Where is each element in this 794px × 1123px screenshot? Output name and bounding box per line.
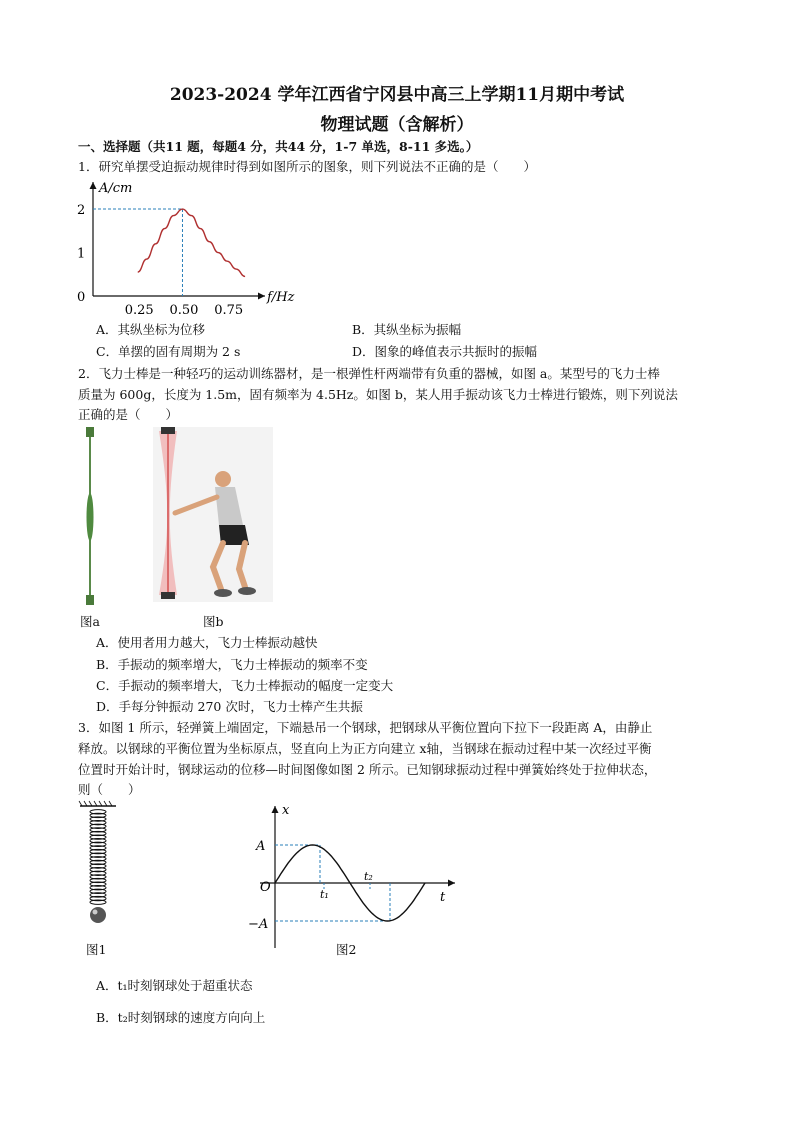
exam-subtitle: 物理试题（含解析） — [320, 115, 474, 135]
q1-origin-label: 0 — [77, 290, 86, 305]
spring-ball-figure-1 — [78, 800, 118, 935]
exam-title: 2023-2024 学年江西省宁冈县中高三上学期11月期中考试 — [169, 85, 625, 105]
q2-option-c: C．手振动的频率增大，飞力士棒振动的幅度一定变大 — [96, 678, 394, 693]
q1-ytick-label: 1 — [77, 246, 86, 262]
q1-xtick-label: 0.75 — [214, 303, 244, 318]
t-axis-label: t — [440, 890, 446, 905]
amplitude-label: A — [256, 839, 266, 854]
q1-option-b: B．其纵坐标为振幅 — [352, 322, 462, 337]
origin-label: O — [260, 880, 271, 895]
q1-option-c: C．单摆的固有周期为 2 s — [96, 344, 241, 359]
fig2-caption: 图2 — [336, 942, 357, 957]
q1-ytick-label: 2 — [77, 203, 86, 219]
q1-option-d: D．图象的峰值表示共振时的振幅 — [352, 344, 538, 359]
q3-stem-line2: 释放。以钢球的平衡位置为坐标原点，竖直向上为正方向建立 x轴，当钢球在振动过程中某一次经过平衡 — [78, 741, 652, 756]
q1-stem: 1．研究单摆受迫振动规律时得到如图所示的图象，则下列说法不正确的是（ ） — [78, 159, 536, 174]
neg-amplitude-label: −A — [248, 917, 269, 932]
t2-label: t₂ — [364, 870, 373, 883]
fig-b-caption: 图b — [203, 614, 224, 629]
q1-option-a: A．其纵坐标为位移 — [96, 322, 206, 337]
displacement-time-graph — [240, 800, 470, 955]
exercise-photo-figure-b — [153, 427, 273, 602]
q2-stem-line1: 2．飞力士棒是一种轻巧的运动训练器材，是一根弹性杆两端带有负重的器械，如图 a。某型号的飞力士棒 — [78, 366, 660, 381]
fig1-caption: 图1 — [86, 942, 107, 957]
q2-option-b: B．手振动的频率增大，飞力士棒振动的频率不变 — [96, 657, 368, 672]
q1-ylabel: A/cm — [99, 181, 133, 196]
flexi-bar-figure-a — [80, 427, 100, 607]
q2-option-d: D．手每分钟振动 270 次时，飞力士棒产生共振 — [96, 699, 363, 714]
q1-xlabel: f/Hz — [267, 290, 295, 305]
section-note: （共11 题，每题4 分，共44 分，1-7 单选，8-11 多选。） — [140, 139, 479, 154]
q2-stem-line2: 质量为 600g，长度为 1.5m，固有频率为 4.5Hz。如图 b，某人用手振动该飞力士棒进行锻炼，则下列说法 — [78, 387, 678, 402]
q3-option-b: B．t₂时刻钢球的速度方向向上 — [96, 1010, 266, 1025]
q3-stem-line4: 则（ ） — [78, 782, 141, 797]
fig-a-caption: 图a — [80, 614, 100, 629]
q2-stem-line3: 正确的是（ ） — [78, 407, 179, 422]
section-header — [78, 137, 478, 155]
section-heading: 一、选择题 — [78, 139, 141, 154]
q1-resonance-chart — [70, 172, 295, 318]
q1-xtick-label: 0.50 — [169, 303, 199, 318]
q2-option-a: A．使用者用力越大，飞力士棒振动越快 — [96, 635, 318, 650]
t1-label: t₁ — [320, 888, 329, 901]
q3-stem-line1: 3．如图 1 所示，轻弹簧上端固定，下端悬吊一个钢球，把钢球从平衡位置向下拉下一段距离 A，由静止 — [78, 720, 653, 735]
q1-xtick-label: 0.25 — [124, 303, 154, 318]
q1-resonance-curve — [138, 209, 245, 276]
q3-option-a: A．t₁时刻钢球处于超重状态 — [96, 978, 253, 993]
x-axis-label: x — [282, 803, 290, 818]
q3-stem-line3: 位置时开始计时，钢球运动的位移—时间图像如图 2 所示。已知钢球振动过程中弹簧始终处于拉伸状态， — [78, 762, 657, 777]
